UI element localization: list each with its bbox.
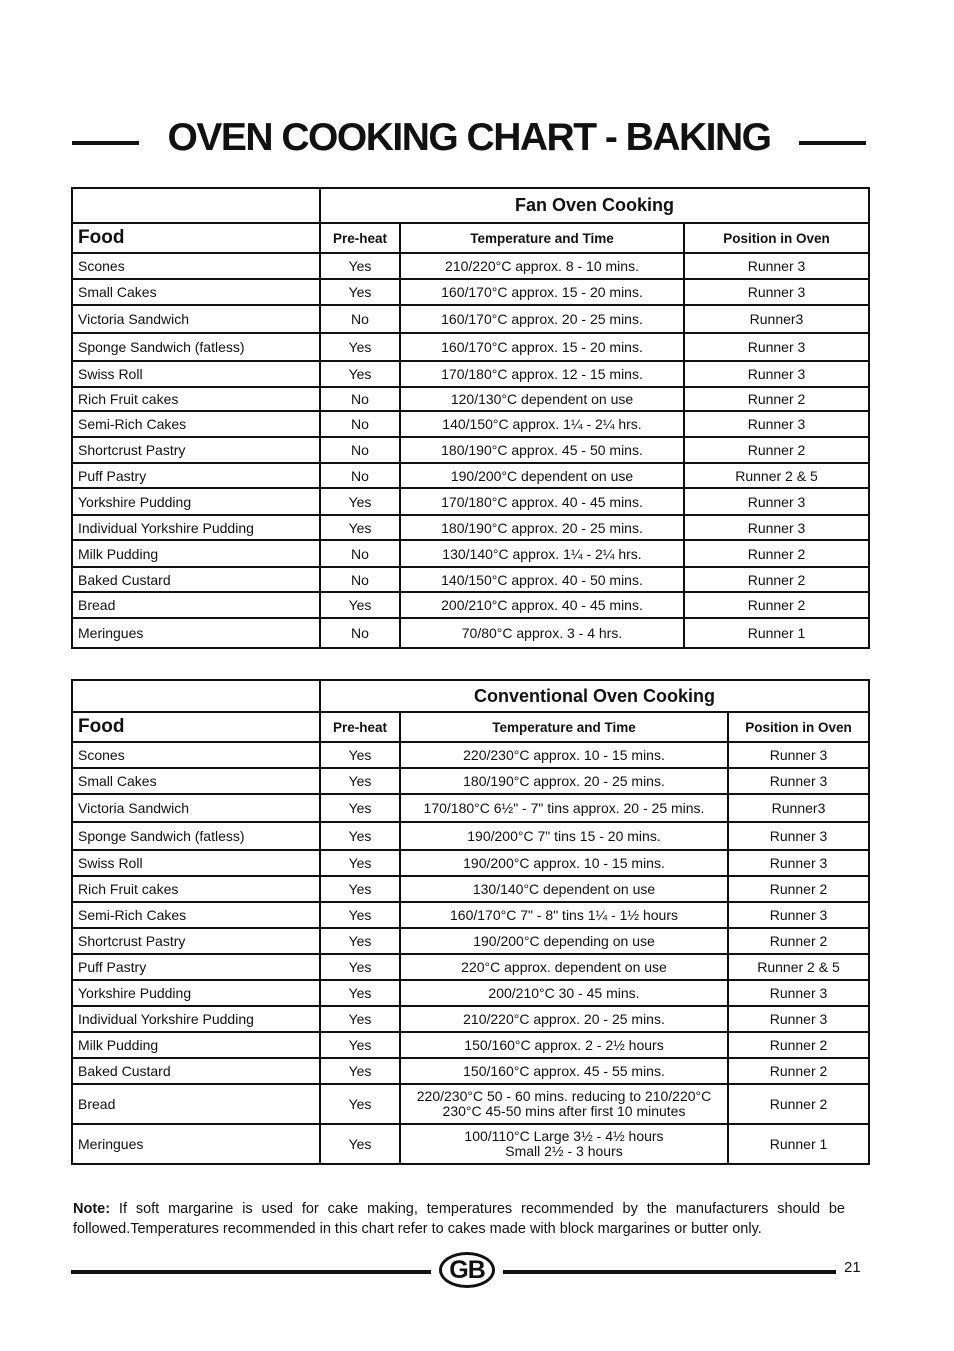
- footer-rule-right: [503, 1270, 836, 1274]
- temperature-line-2: 230°C 45-50 mins after first 10 minutes: [442, 1103, 686, 1119]
- table-row: [72, 794, 869, 822]
- preheat-cell: Yes: [320, 488, 400, 515]
- position-cell: Runner 1: [684, 618, 869, 648]
- temperature-cell: 70/80°C approx. 3 - 4 hrs.: [400, 618, 684, 648]
- preheat-cell: No: [320, 618, 400, 648]
- page-title: OVEN COOKING CHART - BAKING: [167, 116, 771, 159]
- position-cell: Runner 2: [684, 540, 869, 567]
- position-column-header: Position in Oven: [684, 223, 869, 253]
- table-corner-cell: [72, 188, 320, 223]
- temperature-cell: 190/200°C 7" tins 15 - 20 mins.: [400, 822, 728, 850]
- position-cell: Runner 2: [684, 592, 869, 618]
- gb-badge: GB: [439, 1252, 495, 1288]
- preheat-cell: Yes: [320, 1058, 400, 1084]
- position-cell: Runner 3: [728, 902, 869, 928]
- position-cell: Runner 3: [728, 850, 869, 876]
- food-cell: Rich Fruit cakes: [72, 387, 320, 411]
- food-cell: Rich Fruit cakes: [72, 876, 320, 902]
- table-corner-cell: [72, 680, 320, 712]
- temperature-cell: [400, 1084, 728, 1124]
- temperature-cell: 170/180°C approx. 40 - 45 mins.: [400, 488, 684, 515]
- table-row: [72, 980, 869, 1006]
- table-row: [72, 876, 869, 902]
- food-cell: Baked Custard: [72, 567, 320, 592]
- position-cell: Runner 2: [728, 1084, 869, 1124]
- food-cell: Victoria Sandwich: [72, 794, 320, 822]
- table-row: [72, 488, 869, 515]
- food-cell: Milk Pudding: [72, 1032, 320, 1058]
- preheat-cell: No: [320, 305, 400, 333]
- preheat-cell: Yes: [320, 822, 400, 850]
- preheat-cell: No: [320, 387, 400, 411]
- table-row: [72, 305, 869, 333]
- preheat-cell: Yes: [320, 876, 400, 902]
- temperature-cell: 180/190°C approx. 20 - 25 mins.: [400, 515, 684, 540]
- position-cell: Runner 3: [684, 515, 869, 540]
- position-cell: Runner 3: [684, 411, 869, 437]
- table-row: [72, 515, 869, 540]
- table-row: [72, 253, 869, 279]
- position-cell: Runner 3: [728, 742, 869, 768]
- temperature-cell: 180/190°C approx. 45 - 50 mins.: [400, 437, 684, 463]
- preheat-cell: Yes: [320, 768, 400, 794]
- food-cell: Swiss Roll: [72, 850, 320, 876]
- temperature-line-2: Small 2½ - 3 hours: [505, 1143, 623, 1159]
- position-cell: Runner 2: [728, 1058, 869, 1084]
- temperature-cell: 200/210°C approx. 40 - 45 mins.: [400, 592, 684, 618]
- food-cell: Bread: [72, 1084, 320, 1124]
- food-cell: Sponge Sandwich (fatless): [72, 822, 320, 850]
- food-cell: Yorkshire Pudding: [72, 488, 320, 515]
- position-cell: Runner 2: [728, 928, 869, 954]
- table-row: [72, 768, 869, 794]
- food-cell: Sponge Sandwich (fatless): [72, 333, 320, 361]
- table-row: [72, 902, 869, 928]
- fan-oven-table: [71, 187, 870, 649]
- table-row: [72, 1006, 869, 1032]
- preheat-cell: Yes: [320, 980, 400, 1006]
- temperature-cell: 190/200°C approx. 10 - 15 mins.: [400, 850, 728, 876]
- temperature-cell: 220°C approx. dependent on use: [400, 954, 728, 980]
- preheat-cell: No: [320, 540, 400, 567]
- table-row: [72, 333, 869, 361]
- table-row: [72, 1084, 869, 1124]
- position-cell: Runner 3: [728, 1006, 869, 1032]
- temperature-cell: [400, 1124, 728, 1164]
- preheat-cell: Yes: [320, 928, 400, 954]
- position-cell: Runner 1: [728, 1124, 869, 1164]
- food-cell: Semi-Rich Cakes: [72, 411, 320, 437]
- preheat-cell: Yes: [320, 253, 400, 279]
- temperature-cell: 180/190°C approx. 20 - 25 mins.: [400, 768, 728, 794]
- temperature-cell: 210/220°C approx. 20 - 25 mins.: [400, 1006, 728, 1032]
- preheat-cell: Yes: [320, 902, 400, 928]
- page-header: [72, 112, 866, 164]
- table-row: [72, 463, 869, 488]
- preheat-cell: Yes: [320, 1124, 400, 1164]
- table-row: [72, 592, 869, 618]
- preheat-cell: Yes: [320, 1032, 400, 1058]
- position-cell: Runner 2: [684, 567, 869, 592]
- position-cell: Runner 3: [684, 279, 869, 305]
- food-cell: Individual Yorkshire Pudding: [72, 1006, 320, 1032]
- position-cell: Runner 2 & 5: [684, 463, 869, 488]
- note-paragraph: [73, 1199, 845, 1239]
- food-cell: Victoria Sandwich: [72, 305, 320, 333]
- position-cell: Runner 3: [684, 361, 869, 387]
- preheat-cell: Yes: [320, 1084, 400, 1124]
- temperature-cell: 170/180°C 6½" - 7" tins approx. 20 - 25 mins.: [400, 794, 728, 822]
- preheat-cell: No: [320, 463, 400, 488]
- temperature-cell: 140/150°C approx. 40 - 50 mins.: [400, 567, 684, 592]
- temperature-cell: 150/160°C approx. 2 - 2½ hours: [400, 1032, 728, 1058]
- page-number: 21: [844, 1259, 861, 1276]
- fan-section-title: Fan Oven Cooking: [320, 188, 869, 223]
- food-cell: Small Cakes: [72, 768, 320, 794]
- table-row: [72, 850, 869, 876]
- food-cell: Yorkshire Pudding: [72, 980, 320, 1006]
- preheat-cell: Yes: [320, 850, 400, 876]
- temperature-cell: 200/210°C 30 - 45 mins.: [400, 980, 728, 1006]
- table-row: [72, 361, 869, 387]
- food-cell: Puff Pastry: [72, 954, 320, 980]
- position-cell: Runner 2: [684, 387, 869, 411]
- position-cell: Runner 2: [728, 876, 869, 902]
- temperature-cell: 160/170°C approx. 20 - 25 mins.: [400, 305, 684, 333]
- food-cell: Scones: [72, 253, 320, 279]
- temperature-cell: 220/230°C approx. 10 - 15 mins.: [400, 742, 728, 768]
- food-cell: Swiss Roll: [72, 361, 320, 387]
- food-cell: Baked Custard: [72, 1058, 320, 1084]
- table-row: [72, 387, 869, 411]
- preheat-cell: Yes: [320, 279, 400, 305]
- temperature-line-1: 220/230°C 50 - 60 mins. reducing to 210/220°C: [416, 1088, 712, 1104]
- position-cell: Runner 3: [728, 980, 869, 1006]
- food-cell: Shortcrust Pastry: [72, 928, 320, 954]
- preheat-cell: No: [320, 437, 400, 463]
- temperature-column-header: Temperature and Time: [400, 223, 684, 253]
- food-cell: Bread: [72, 592, 320, 618]
- preheat-column-header: Pre-heat: [320, 712, 400, 742]
- position-cell: Runner 3: [684, 488, 869, 515]
- temperature-cell: 190/200°C dependent on use: [400, 463, 684, 488]
- position-cell: Runner3: [684, 305, 869, 333]
- food-cell: Meringues: [72, 1124, 320, 1164]
- temperature-cell: 140/150°C approx. 1¼ - 2¼ hrs.: [400, 411, 684, 437]
- table-row: [72, 411, 869, 437]
- preheat-cell: No: [320, 411, 400, 437]
- preheat-cell: Yes: [320, 794, 400, 822]
- temperature-cell: 160/170°C 7" - 8" tins 1¼ - 1½ hours: [400, 902, 728, 928]
- position-cell: Runner 3: [684, 253, 869, 279]
- note-text: If soft margarine is used for cake making, temperatures recommended by the manufacturers should be followed.Temperatures recommended in this chart refer to cakes made with block margarines or butter only.: [73, 1201, 845, 1237]
- food-column-header: Food: [72, 223, 320, 253]
- position-cell: Runner 3: [728, 822, 869, 850]
- temperature-cell: 210/220°C approx. 8 - 10 mins.: [400, 253, 684, 279]
- food-cell: Individual Yorkshire Pudding: [72, 515, 320, 540]
- table-row: [72, 822, 869, 850]
- table-row: [72, 437, 869, 463]
- table-row: [72, 1058, 869, 1084]
- temperature-cell: 130/140°C approx. 1¼ - 2¼ hrs.: [400, 540, 684, 567]
- preheat-cell: Yes: [320, 742, 400, 768]
- table-row: [72, 954, 869, 980]
- table-row: [72, 540, 869, 567]
- food-cell: Puff Pastry: [72, 463, 320, 488]
- temperature-cell: 190/200°C depending on use: [400, 928, 728, 954]
- food-cell: Milk Pudding: [72, 540, 320, 567]
- food-column-header: Food: [72, 712, 320, 742]
- footer-rule-left: [71, 1270, 431, 1274]
- table-row: [72, 742, 869, 768]
- position-cell: Runner3: [728, 794, 869, 822]
- table-row: [72, 618, 869, 648]
- preheat-cell: Yes: [320, 333, 400, 361]
- temperature-cell: 170/180°C approx. 12 - 15 mins.: [400, 361, 684, 387]
- temperature-cell: 130/140°C dependent on use: [400, 876, 728, 902]
- table-row: [72, 567, 869, 592]
- position-cell: Runner 2: [684, 437, 869, 463]
- temperature-cell: 120/130°C dependent on use: [400, 387, 684, 411]
- temperature-line-1: 100/110°C Large 3½ - 4½ hours: [464, 1128, 664, 1144]
- table-row: [72, 279, 869, 305]
- title-rule-right: [799, 141, 866, 145]
- table-row: [72, 1032, 869, 1058]
- conventional-oven-table: [71, 679, 870, 1165]
- note-label: Note:: [73, 1201, 111, 1217]
- preheat-column-header: Pre-heat: [320, 223, 400, 253]
- temperature-cell: 150/160°C approx. 45 - 55 mins.: [400, 1058, 728, 1084]
- position-cell: Runner 2 & 5: [728, 954, 869, 980]
- food-cell: Shortcrust Pastry: [72, 437, 320, 463]
- table-row: [72, 1124, 869, 1164]
- preheat-cell: Yes: [320, 515, 400, 540]
- conventional-section-title: Conventional Oven Cooking: [320, 680, 869, 712]
- position-column-header: Position in Oven: [728, 712, 869, 742]
- preheat-cell: Yes: [320, 361, 400, 387]
- food-cell: Semi-Rich Cakes: [72, 902, 320, 928]
- temperature-column-header: Temperature and Time: [400, 712, 728, 742]
- preheat-cell: Yes: [320, 592, 400, 618]
- position-cell: Runner 2: [728, 1032, 869, 1058]
- food-cell: Meringues: [72, 618, 320, 648]
- food-cell: Scones: [72, 742, 320, 768]
- preheat-cell: Yes: [320, 954, 400, 980]
- temperature-cell: 160/170°C approx. 15 - 20 mins.: [400, 333, 684, 361]
- position-cell: Runner 3: [728, 768, 869, 794]
- preheat-cell: No: [320, 567, 400, 592]
- preheat-cell: Yes: [320, 1006, 400, 1032]
- food-cell: Small Cakes: [72, 279, 320, 305]
- position-cell: Runner 3: [684, 333, 869, 361]
- temperature-cell: 160/170°C approx. 15 - 20 mins.: [400, 279, 684, 305]
- table-row: [72, 928, 869, 954]
